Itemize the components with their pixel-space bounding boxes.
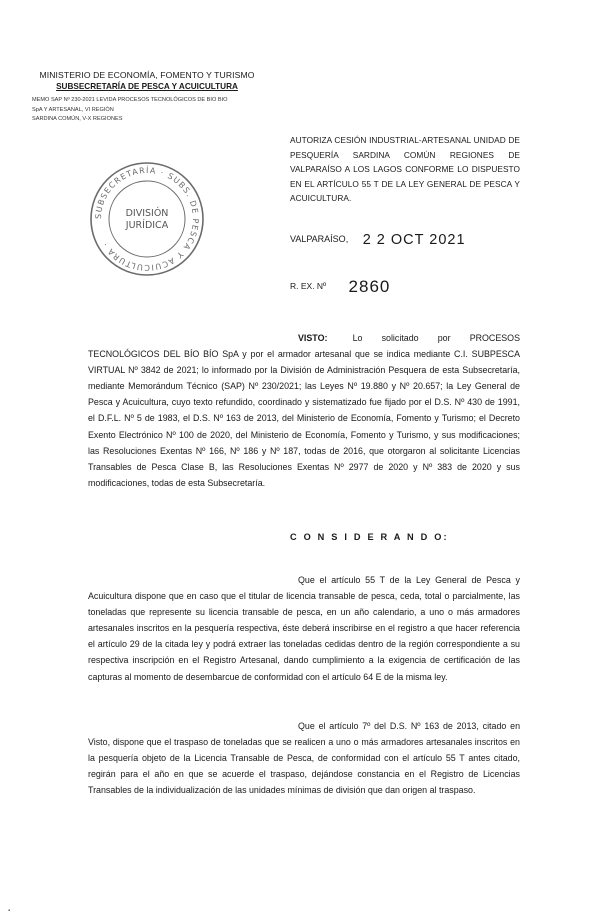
memo-line: MEMO SAP Nº 230-2021 LEVIDA PROCESOS TECNOLÓGICOS DE BIO BIO — [32, 97, 228, 103]
stamp-ring-text: SUBSECRETARÍA · SUBS. DE PESCA Y ACUICULTURA · — [93, 165, 201, 273]
considerando-heading: C O N S I D E R A N D O: — [290, 532, 449, 542]
stamp-center-line: DIVISIÓN — [125, 208, 169, 219]
visto-lead: Lo solicitado por PROCESOS — [352, 333, 520, 343]
scan-mark: ▪ — [8, 908, 11, 914]
subsecretaria-name: SUBSECRETARÍA DE PESCA Y ACUICULTURA — [56, 82, 238, 91]
stamp-center-line: JURÍDICA — [125, 220, 169, 231]
division-juridica-stamp — [88, 160, 206, 278]
resolution-number — [290, 277, 390, 297]
letterhead — [22, 70, 272, 92]
visto-label: VISTO: — [298, 333, 328, 343]
place-and-date — [290, 232, 466, 248]
place: VALPARAÍSO, — [290, 234, 349, 244]
visto-paragraph — [88, 330, 520, 491]
paragraph-text: Acuicultura dispone que en caso que el titular de licencia transable de pesca, ceda, total o parcialmente, las toneladas que represente su licencia transable de pesca, en un año calendario, a uno o más armadores artesanales inscritos en la pesquería respectiva, éste deberá inscribirse en el registro a que hacer referencia el artículo 29 de la citada ley y podrá extraer las toneladas cedidas dentro de la región correspondiente a su respectiva inscripción en el Registro Artesanal, dando cumplimiento a la exigencia de certificación de las capturas al momento de desembarcue de conformidad con el artículo 64 E de la misma ley. — [88, 591, 520, 682]
resolution-subject: AUTORIZA CESIÓN INDUSTRIAL-ARTESANAL UNIDAD DE PESQUERÍA SARDINA COMÚN REGIONES DE VALPARAÍSO A LOS LAGOS CONFORME LO DISPUESTO EN EL ARTÍCULO 55 T DE LA LEY GENERAL DE PESCA Y ACUICULTURA. — [290, 135, 520, 204]
memo-line: SpA Y ARTESANAL, VI REGIÓN — [32, 106, 114, 113]
paragraph-lead: Que el artículo 7º del D.S. Nº 163 de 2013, citado — [298, 721, 507, 731]
paragraph-lead: Que el artículo 55 T de la Ley General de Pesca y — [298, 575, 520, 585]
considerando-paragraph-2 — [88, 718, 520, 798]
visto-text: TECNOLÓGICOS DEL BÍO BÍO SpA y por el armador artesanal que se indica mediante C.I. SUBPESCA VIRTUAL Nº 3842 de 2021; lo informado por la División de Administración Pesquera de esta Subsecretaría, mediante Memorándum Técnico (SAP) Nº 230/2021; las Leyes Nº 19.880 y Nº 20.657; la Ley General de Pesca y Acuicultura, cuyo texto refundido, coordinado y sistematizado fue fijado por el D.S. Nº 430 de 1991, el D.F.L. Nº 5 de 1983, el D.S. Nº 163 de 2013, del Ministerio de Economía, Fomento y Turismo; el Decreto Exento Electrónico Nº 100 de 2020, del Ministerio de Economía, Fomento y Turismo, y sus modificaciones; las Resoluciones Exentas Nº 166, Nº 186 y Nº 187, todas de 2016, que otorgaron al solicitante Licencias Transables de Pesca Clase B, las Resoluciones Exentas Nº 2977 de 2020 y Nº 383 de 2020 y sus modificaciones, todas de esta Subsecretaría. — [88, 349, 520, 488]
considerando-paragraph-1 — [88, 572, 520, 685]
memo-line: SARDINA COMÚN, V-X REGIONES — [32, 116, 123, 123]
paragraph-text: en Visto, dispone que el traspaso de toneladas que se realicen a uno o más armadores artesanales inscritos en la pesquería objeto de la Licencia Transable de Pesca, de conformidad con el artículo 55 T antes citado, regirán para el año en que se acuerde el traspaso, dejándose constancia en el Registro de Licencias Transables de la individualización de las unidades mínimas de división que dan origen al traspaso. — [88, 721, 521, 796]
memo-reference — [32, 96, 262, 125]
rex-number: 2860 — [348, 277, 391, 296]
ministry-name: MINISTERIO DE ECONOMÍA, FOMENTO Y TURISMO — [39, 70, 255, 80]
rex-label: R. EX. Nº — [290, 281, 327, 291]
date-stamp: 2 2 OCT 2021 — [362, 232, 466, 248]
